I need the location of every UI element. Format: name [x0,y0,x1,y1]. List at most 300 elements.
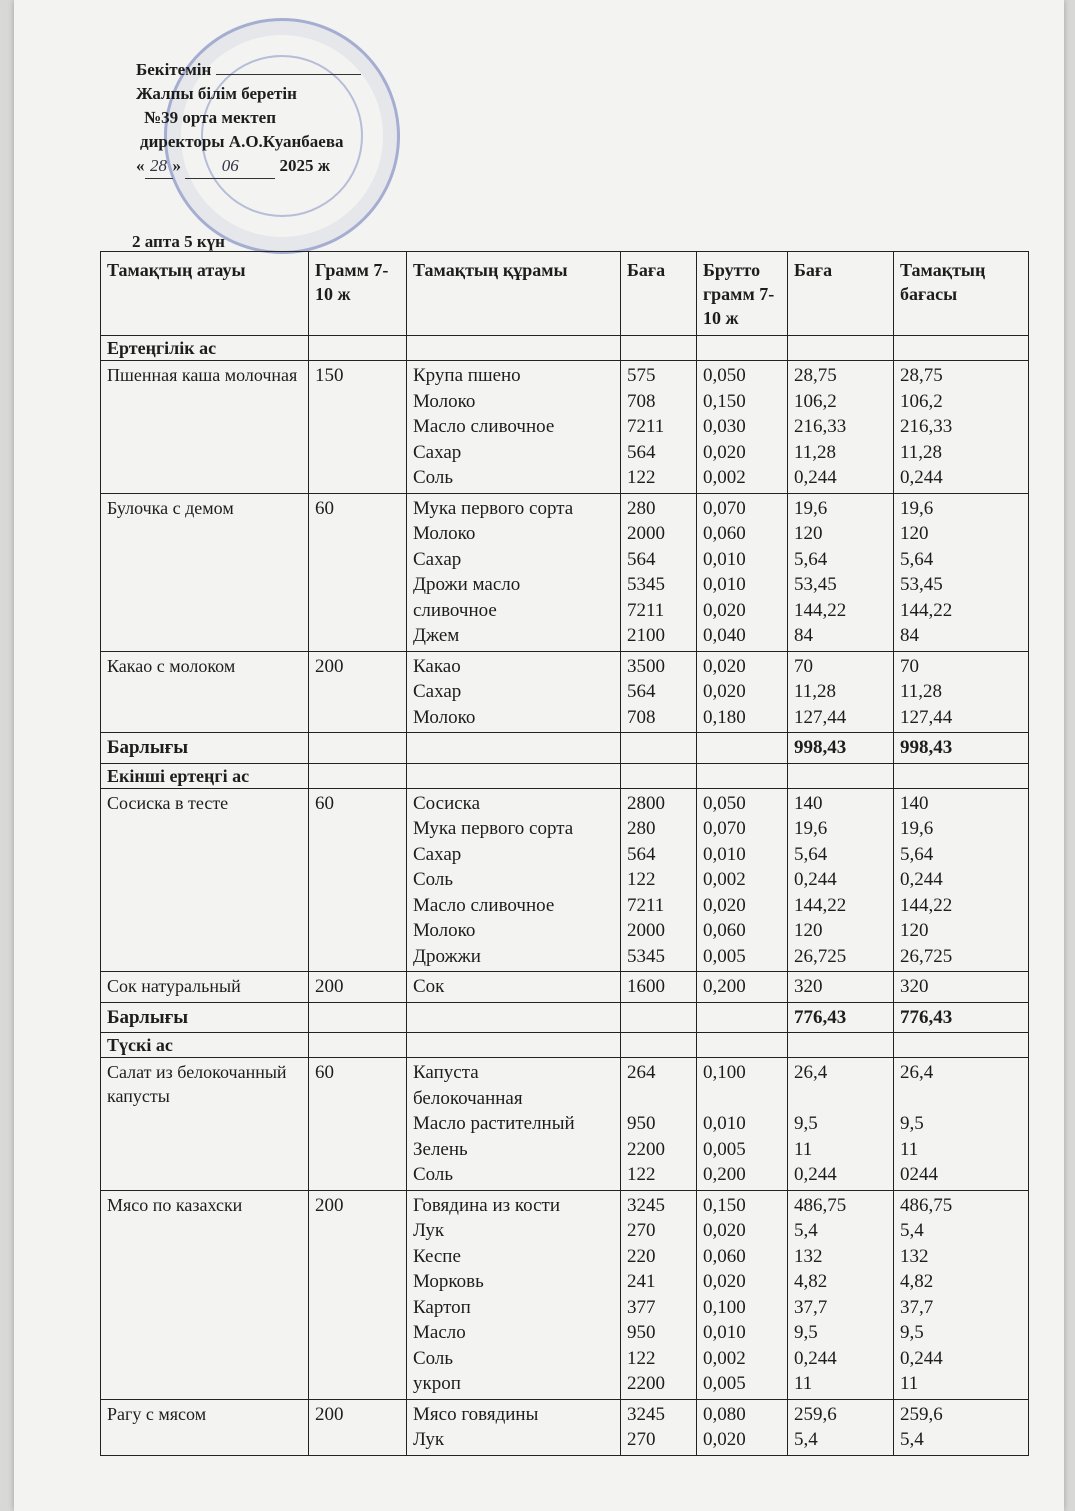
ingredient-total: 5,64 [900,548,934,570]
section-row [101,763,1029,788]
ingredient-name: Масло сливочное [413,416,555,437]
ingredient-total: 106,2 [900,390,943,412]
header-brutto: Брутто грамм 7-10 ж [697,252,788,336]
ingredient-name: Соль [413,1347,454,1369]
ingredient-price: 122 [627,1164,656,1185]
ingredient-brutto: 0,060 [703,523,746,544]
ingredient-price: 3500 [627,655,665,677]
ingredient-price: 3245 [627,1403,665,1425]
dish-row [101,788,1029,972]
dish-gram: 200 [309,972,407,1003]
header-gram: Грамм 7-10 ж [309,252,407,336]
ingredient-name: Лук [413,1429,445,1450]
ingredient-total: 216,33 [900,416,953,437]
ingredient-price: 280 [627,818,656,839]
ingredient-price: 241 [627,1271,656,1292]
ingredient-total: 5,4 [900,1220,924,1241]
ingredient-brutto [703,1086,781,1112]
dish-row [101,972,1029,1003]
empty-cell [309,336,407,361]
ingredient-cost: 53,45 [794,574,837,595]
ingredient-total: 0,244 [900,1347,943,1369]
ingredient-cost: 11 [794,1373,813,1394]
ingredient-cost-cell [788,1190,894,1399]
ingredient-price-cell [621,1058,697,1191]
ingredient-name: Лук [413,1220,445,1241]
ingredient-brutto: 0,010 [703,843,746,865]
ingredient-brutto: 0,020 [703,599,746,621]
ingredient-brutto-cell [697,788,788,972]
ingredient-brutto: 0,002 [703,1347,746,1369]
ingredient-brutto: 0,020 [703,441,746,463]
ingredient-name: Джем [413,625,460,646]
dish-row [101,1399,1029,1455]
ingredient-total: 11,28 [900,441,943,463]
ingredient-price-cell [621,788,697,972]
ingredient-name: белокочанная [413,1087,523,1109]
ingredient-price: 2200 [627,1373,665,1394]
dish-gram: 60 [309,493,407,651]
ingredient-total [900,1086,1022,1112]
dish-gram: 200 [309,1399,407,1455]
ingredient-name: Соль [413,869,454,890]
total-label: Барлығы [101,733,309,764]
ingredient-cost: 19,6 [794,818,828,839]
ingredient-brutto-cell [697,972,788,1003]
ingredient-price: 122 [627,1347,656,1369]
ingredient-name: Морковь [413,1271,484,1292]
ingredient-name: укроп [413,1373,461,1394]
ingredient-brutto: 0,002 [703,467,746,488]
ingredient-brutto: 0,050 [703,792,746,814]
ingredient-brutto: 0,020 [703,894,746,916]
ingredient-price: 950 [627,1322,656,1343]
dish-name: Пшенная каша молочная [101,361,309,494]
empty-cell [697,733,788,764]
ingredient-cost: 37,7 [794,1296,828,1318]
total-row [101,1002,1029,1033]
ingredient-name: Мука первого сорта [413,818,574,839]
ingredient-brutto: 0,020 [703,1220,746,1241]
ingredient-cost-cell [788,1399,894,1455]
ingredient-brutto: 0,080 [703,1403,746,1425]
ingredient-total: 53,45 [900,574,943,595]
ingredient-price: 3245 [627,1194,665,1216]
ingredient-cost: 0,244 [794,467,837,488]
ingredient-price: 2000 [627,523,665,544]
ingredient-price: 122 [627,467,656,488]
empty-cell [309,763,407,788]
ingredient-total: 19,6 [900,818,934,839]
ingredient-total: 70 [900,655,919,677]
ingredient-cost: 140 [794,792,823,814]
ingredient-price-cell [621,1399,697,1455]
ingredient-brutto: 0,070 [703,818,746,839]
ingredient-total-cell [894,1058,1029,1191]
ingredient-brutto-cell [697,361,788,494]
ingredient-price-cell [621,361,697,494]
ingredient-name: Молоко [413,920,476,941]
dish-gram: 200 [309,651,407,733]
ingredient-total: 144,22 [900,894,953,916]
dish-row [101,1190,1029,1399]
ingredient-price: 564 [627,441,656,463]
ingredient-price: 2800 [627,792,665,814]
ingredient-price [627,1086,690,1112]
ingredient-name: Зелень [413,1138,468,1160]
ingredient-total: 37,7 [900,1296,934,1318]
ingredient-price: 122 [627,869,656,890]
ingredient-price: 7211 [627,894,665,916]
ingredient-cost-cell [788,651,894,733]
ingredient-brutto: 0,010 [703,1322,746,1343]
ingredient-cost: 120 [794,523,823,544]
ingredient-cost: 11,28 [794,681,837,702]
total-row [101,733,1029,764]
ingredient-brutto: 0,020 [703,655,746,677]
ingredient-price-cell [621,1190,697,1399]
empty-cell [407,733,621,764]
ingredient-total-cell [894,651,1029,733]
ingredient-cost: 320 [794,976,823,997]
section-row [101,1033,1029,1058]
table-header-row [101,252,1029,336]
ingredient-total: 0244 [900,1164,938,1185]
empty-cell [788,336,894,361]
header-dish-price: Тамақтың бағасы [894,252,1029,336]
ingredient-brutto: 0,010 [703,548,746,570]
dish-name: Сосиска в тесте [101,788,309,972]
ingredient-name: Говядина из кости [413,1194,561,1216]
header-dish-name: Тамақтың атауы [101,252,309,336]
dish-row [101,651,1029,733]
ingredient-name-cell [407,1058,621,1191]
ingredient-price: 564 [627,843,656,865]
ingredient-cost: 5,64 [794,548,828,570]
section-title: Түскі ас [101,1033,309,1058]
ingredient-price: 5345 [627,574,665,595]
ingredient-brutto: 0,020 [703,1271,746,1292]
date-year: 2025 ж [279,156,331,175]
ingredient-price: 7211 [627,599,665,621]
ingredient-total-cell [894,361,1029,494]
ingredient-cost: 19,6 [794,497,828,519]
ingredient-name-cell [407,651,621,733]
ingredient-price: 220 [627,1245,656,1267]
approval-line-2: Жалпы білім беретін [136,84,297,103]
ingredient-cost: 216,33 [794,416,847,437]
ingredient-name-cell [407,1190,621,1399]
director-signature [216,58,361,75]
ingredient-name-cell [407,1399,621,1455]
ingredient-cost: 26,725 [794,945,847,967]
ingredient-name: Дрожи масло [413,574,521,595]
ingredient-total: 259,6 [900,1403,943,1425]
dish-name: Какао с молоком [101,651,309,733]
ingredient-price: 575 [627,365,656,386]
ingredient-name: Молоко [413,390,476,412]
empty-cell [894,1033,1029,1058]
ingredient-price: 7211 [627,416,665,437]
ingredient-brutto: 0,150 [703,1194,746,1216]
ingredient-price: 708 [627,706,656,728]
ingredient-cost: 9,5 [794,1113,818,1134]
ingredient-name: сливочное [413,599,497,621]
empty-cell [788,1033,894,1058]
empty-cell [894,336,1029,361]
ingredient-name: Молоко [413,523,476,544]
ingredient-name-cell [407,493,621,651]
ingredient-name: Мука первого сорта [413,497,574,519]
ingredient-total: 320 [900,976,929,997]
ingredient-price: 270 [627,1220,656,1241]
total-cost: 776,43 [788,1002,894,1033]
header-price: Баға [621,252,697,336]
ingredient-name: Мясо говядины [413,1403,539,1425]
ingredient-brutto: 0,010 [703,1113,746,1134]
ingredient-name: Картоп [413,1296,471,1318]
header-composition: Тамақтың құрамы [407,252,621,336]
ingredient-cost: 84 [794,625,813,646]
ingredient-cost: 9,5 [794,1322,818,1343]
date-month: 06 [185,154,275,179]
ingredient-total: 28,75 [900,365,943,386]
ingredient-cost: 486,75 [794,1194,847,1216]
ingredient-total: 127,44 [900,706,953,728]
ingredient-name: Капуста [413,1062,479,1083]
ingredient-brutto: 0,020 [703,681,746,702]
ingredient-brutto-cell [697,1399,788,1455]
ingredient-name-cell [407,788,621,972]
ingredient-price: 708 [627,390,656,412]
total-dish-price: 776,43 [894,1002,1029,1033]
ingredient-total: 4,82 [900,1271,934,1292]
ingredient-cost: 120 [794,920,823,941]
dish-row [101,361,1029,494]
ingredient-name: Масло [413,1322,466,1343]
day-label: 2 апта 5 күн [132,232,225,251]
date-day: 28 [145,154,173,179]
ingredient-cost: 5,4 [794,1220,818,1241]
ingredient-cost: 4,82 [794,1271,828,1292]
ingredient-price-cell [621,493,697,651]
ingredient-brutto: 0,030 [703,416,746,437]
ingredient-brutto: 0,060 [703,1245,746,1267]
ingredient-cost: 0,244 [794,1347,837,1369]
ingredient-brutto: 0,002 [703,869,746,890]
ingredient-cost-cell [788,972,894,1003]
ingredient-brutto: 0,180 [703,706,746,728]
ingredient-brutto-cell [697,1190,788,1399]
ingredient-name-cell [407,972,621,1003]
ingredient-brutto: 0,010 [703,574,746,595]
ingredient-cost: 70 [794,655,813,677]
ingredient-price: 564 [627,548,656,570]
ingredient-total: 11 [900,1138,919,1160]
ingredient-cost: 0,244 [794,869,837,890]
dish-row [101,493,1029,651]
ingredient-name: Дрожжи [413,945,481,967]
ingredient-total: 0,244 [900,869,943,890]
header-cost: Баға [788,252,894,336]
ingredient-name: Соль [413,467,454,488]
ingredient-cost: 106,2 [794,390,837,412]
ingredient-total: 5,4 [900,1429,924,1450]
dish-gram: 150 [309,361,407,494]
ingredient-cost: 26,4 [794,1062,828,1083]
ingredient-total: 486,75 [900,1194,953,1216]
ingredient-cost: 259,6 [794,1403,837,1425]
ingredient-cost [794,1086,887,1112]
ingredient-brutto-cell [697,651,788,733]
ingredient-brutto: 0,200 [703,1164,746,1185]
ingredient-total: 132 [900,1245,929,1267]
empty-cell [621,1002,697,1033]
ingredient-cost: 144,22 [794,894,847,916]
ingredient-name: Сок [413,976,445,997]
empty-cell [788,763,894,788]
ingredient-cost: 11,28 [794,441,837,463]
empty-cell [407,1033,621,1058]
ingredient-name: Масло сливочное [413,894,555,916]
dish-name: Булочка с демом [101,493,309,651]
ingredient-cost: 144,22 [794,599,847,621]
section-title: Ертеңгілік ас [101,336,309,361]
ingredient-total: 0,244 [900,467,943,488]
ingredient-name: Сахар [413,441,462,463]
ingredient-price: 270 [627,1429,656,1450]
ingredient-name: Сахар [413,843,462,865]
ingredient-brutto-cell [697,493,788,651]
ingredient-total: 19,6 [900,497,934,519]
approval-block [136,58,361,179]
empty-cell [697,1002,788,1033]
ingredient-name: Кеспе [413,1245,461,1267]
empty-cell [309,1033,407,1058]
ingredient-price-cell [621,651,697,733]
ingredient-name: Какао [413,655,461,677]
empty-cell [697,763,788,788]
ingredient-total: 26,4 [900,1062,934,1083]
total-cost: 998,43 [788,733,894,764]
empty-cell [621,1033,697,1058]
approval-date: « 28 » 06 2025 ж [136,154,361,179]
ingredient-brutto: 0,020 [703,1429,746,1450]
ingredient-cost: 5,4 [794,1429,818,1450]
ingredient-cost: 5,64 [794,843,828,865]
empty-cell [621,336,697,361]
ingredient-total-cell [894,1399,1029,1455]
ingredient-cost-cell [788,788,894,972]
ingredient-cost: 11 [794,1138,813,1160]
ingredient-price: 5345 [627,945,665,967]
ingredient-price: 280 [627,497,656,519]
empty-cell [894,763,1029,788]
ingredient-name: Сосиска [413,792,481,814]
menu-table [100,251,1029,1456]
section-row [101,336,1029,361]
ingredient-brutto: 0,060 [703,920,746,941]
dish-name: Салат из белокочанный капусты [101,1058,309,1191]
empty-cell [697,336,788,361]
ingredient-total-cell [894,1190,1029,1399]
ingredient-brutto: 0,040 [703,625,746,646]
ingredient-brutto: 0,150 [703,390,746,412]
ingredient-total: 9,5 [900,1113,924,1134]
ingredient-cost: 28,75 [794,365,837,386]
empty-cell [407,1002,621,1033]
approval-title: Бекітемін [136,60,212,79]
ingredient-total-cell [894,493,1029,651]
ingredient-name: Молоко [413,706,476,728]
ingredient-total: 11 [900,1373,919,1394]
ingredient-total: 84 [900,625,919,646]
ingredient-price: 950 [627,1113,656,1134]
ingredient-brutto: 0,050 [703,365,746,386]
ingredient-name: Сахар [413,548,462,570]
ingredient-price: 2100 [627,625,665,646]
ingredient-price: 377 [627,1296,656,1318]
ingredient-cost: 127,44 [794,706,847,728]
dish-name: Сок натуральный [101,972,309,1003]
dish-row [101,1058,1029,1191]
ingredient-name: Масло растителный [413,1113,575,1134]
approval-line-4: директоры А.О.Куанбаева [140,132,344,151]
ingredient-brutto: 0,005 [703,945,746,967]
section-title: Екінші ертеңгі ас [101,763,309,788]
ingredient-brutto: 0,100 [703,1296,746,1318]
ingredient-total: 120 [900,920,929,941]
approval-line-3: №39 орта мектеп [144,108,276,127]
empty-cell [407,763,621,788]
ingredient-total: 26,725 [900,945,953,967]
ingredient-brutto: 0,005 [703,1373,746,1394]
ingredient-cost: 132 [794,1245,823,1267]
ingredient-brutto: 0,200 [703,976,746,997]
empty-cell [621,733,697,764]
ingredient-total: 120 [900,523,929,544]
ingredient-name: Крупа пшено [413,365,521,386]
ingredient-cost-cell [788,493,894,651]
ingredient-brutto: 0,005 [703,1138,746,1160]
ingredient-name: Сахар [413,681,462,702]
dish-gram: 60 [309,788,407,972]
ingredient-cost: 0,244 [794,1164,837,1185]
empty-cell [309,1002,407,1033]
ingredient-cost-cell [788,1058,894,1191]
ingredient-price-cell [621,972,697,1003]
dish-name: Рагу с мясом [101,1399,309,1455]
empty-cell [621,763,697,788]
ingredient-total: 5,64 [900,843,934,865]
total-label: Барлығы [101,1002,309,1033]
ingredient-total: 140 [900,792,929,814]
ingredient-name-cell [407,361,621,494]
ingredient-price: 264 [627,1062,656,1083]
ingredient-total-cell [894,788,1029,972]
ingredient-brutto: 0,100 [703,1062,746,1083]
total-dish-price: 998,43 [894,733,1029,764]
ingredient-price: 2200 [627,1138,665,1160]
ingredient-total-cell [894,972,1029,1003]
dish-name: Мясо по казахски [101,1190,309,1399]
ingredient-price: 2000 [627,920,665,941]
ingredient-total: 9,5 [900,1322,924,1343]
ingredient-brutto-cell [697,1058,788,1191]
ingredient-name: Соль [413,1164,454,1185]
ingredient-price: 1600 [627,976,665,997]
empty-cell [407,336,621,361]
